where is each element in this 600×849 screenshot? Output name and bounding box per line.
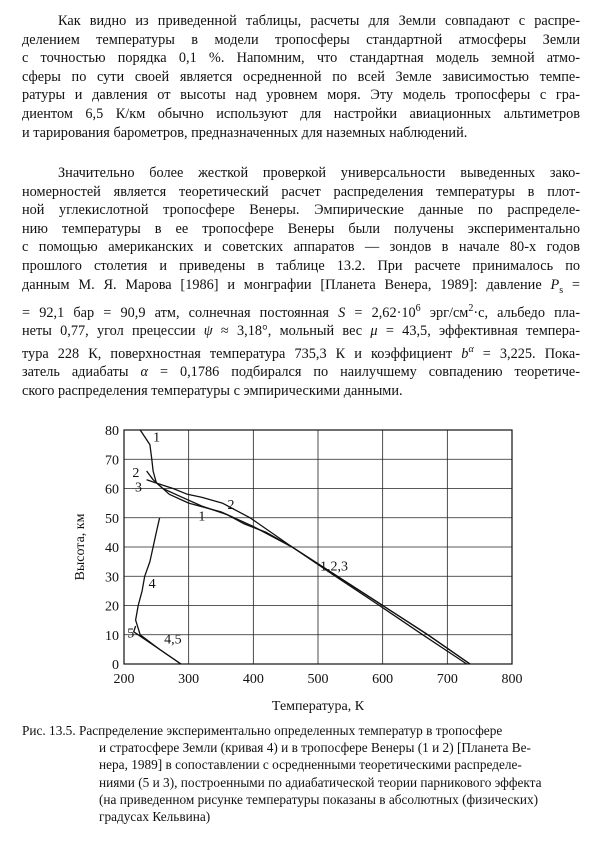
y-tick-label: 70 — [105, 453, 119, 469]
caption-line-6: градусах Кельвина) — [99, 809, 211, 825]
paragraph2-line: неты 0,77, угол прецессии ψ ≈ 3,18°, мольный вес μ = 43,5, эффективная темпера- — [22, 323, 581, 340]
curve-label: 2 — [227, 497, 235, 513]
paragraph2-line: прошлого столетия и приведены в таблице 13.2. При расчете принималось по — [22, 257, 580, 274]
paragraph1-line: диентом 6,5 К/км обычно используют для настройки авиационных альтиметров — [22, 105, 580, 122]
caption-line-3: нера, 1989] в сопоставлении с осредненными теоретическими распределе- — [99, 757, 522, 773]
caption-line-4: ниями (5 и 3), построенными по адиабатической теории парникового эффекта — [99, 774, 542, 790]
paragraph2-line: данным М. Я. Марова [1986] и монграфии [Планета Венера, 1989]: давление $P_s$ = — [22, 276, 580, 296]
y-tick-label: 0 — [112, 658, 119, 673]
caption-lead: Рис. 13.5. — [22, 723, 76, 738]
paragraph2-line: тура 228 К, поверхностная температура 735,3 К и коэффициент $b^\alpha = 3,225$. Пока- — [22, 343, 580, 362]
y-axis-label: Высота, км — [73, 513, 88, 581]
paragraph2-line: Значительно более жесткой проверкой универсальности выведенных зако- — [58, 165, 580, 181]
paragraph2-line: номерностей является теоретический расчет распределения температуры в плот- — [22, 183, 580, 200]
curve-label: 3 — [134, 480, 142, 496]
x-tick-label: 500 — [307, 672, 329, 687]
x-tick-label: 300 — [178, 672, 200, 687]
curve-label: 4 — [148, 576, 156, 592]
paragraph2-line: с помощью американских и советских аппаратов — зондов в начале 80-х годов — [22, 239, 580, 256]
paragraph1-line: и тарирования барометров, предназначенных для наземных наблюдений. — [22, 124, 468, 141]
figure-caption — [22, 722, 582, 825]
paragraph-venus-troposphere — [22, 164, 580, 401]
temperature-altitude-chart — [60, 418, 530, 718]
y-tick-label: 50 — [105, 511, 119, 527]
caption-line-1: Рис. 13.5. Распределение экспериментально определенных температур в тропосфере — [22, 723, 503, 738]
x-tick-label: 700 — [436, 672, 458, 687]
x-tick-label: 200 — [113, 672, 135, 687]
paragraph-standard-atmosphere — [22, 12, 580, 142]
caption-line-5: (на приведенном рисунке температуры показаны в абсолютных (физических) — [99, 791, 539, 807]
curve-label: 1 — [198, 509, 206, 525]
paragraph1-line: с точностью порядка 0,1 %. Напомним, что стандартная модель земной атмо- — [22, 50, 580, 67]
series-3-line — [147, 480, 467, 664]
x-tick-label: 400 — [242, 672, 264, 687]
figure-temperature-altitude — [60, 418, 530, 718]
paragraph2-line: = 92,1 бар = 90,9 атм, солнечная постоянная $S = 2,62\cdot 10^6$ эрг/$см^2\cdot с$, альбедо пла- — [22, 303, 581, 321]
y-tick-label: 10 — [105, 628, 119, 644]
y-tick-label: 30 — [105, 570, 119, 586]
y-tick-label: 20 — [105, 599, 119, 615]
paragraph2-line: ского распределения температуры с эмпирическими данными. — [22, 382, 403, 399]
paragraph1-line: ратуры и давления от высоты над уровнем моря. Эту модель тропосферы с гра- — [22, 87, 580, 104]
curve-label: 5 — [127, 626, 135, 642]
curve-label: 1 — [153, 430, 161, 446]
x-axis-label: Температура, К — [271, 699, 365, 714]
curve-label: 2 — [132, 465, 140, 481]
y-tick-label: 40 — [105, 541, 119, 556]
curve-label: 4,5 — [164, 632, 182, 648]
paragraph2-line: ной углекислотной тропосфере Венеры. Эмпирические данные по распределе- — [22, 202, 580, 219]
x-tick-label: 800 — [501, 672, 523, 687]
paragraph1-line: сферы по сути своей является осредненной по всей Земле зависимостью темпе- — [22, 68, 580, 85]
curve-label: 1,2,3 — [319, 559, 348, 575]
paragraph1-line: делением температуры в модели тропосферы стандартной атмосферы Земли — [22, 31, 580, 48]
y-tick-label: 80 — [105, 424, 119, 439]
paragraph2-line: затель адиабаты α = 0,1786 подбирался по наилучшему совпадению теоретиче- — [22, 364, 580, 381]
x-tick-label: 600 — [372, 672, 394, 687]
y-tick-label: 60 — [105, 482, 119, 498]
caption-line-2: и стратосфере Земли (кривая 4) и в тропосфере Венеры (1 и 2) [Планета Ве- — [99, 740, 531, 756]
paragraph1-line: Как видно из приведенной таблицы, расчеты для Земли совпадают с распре- — [58, 13, 580, 29]
paragraph2-line: нию температуры в ее тропосфере Венеры были получены экспериментально — [22, 220, 580, 237]
